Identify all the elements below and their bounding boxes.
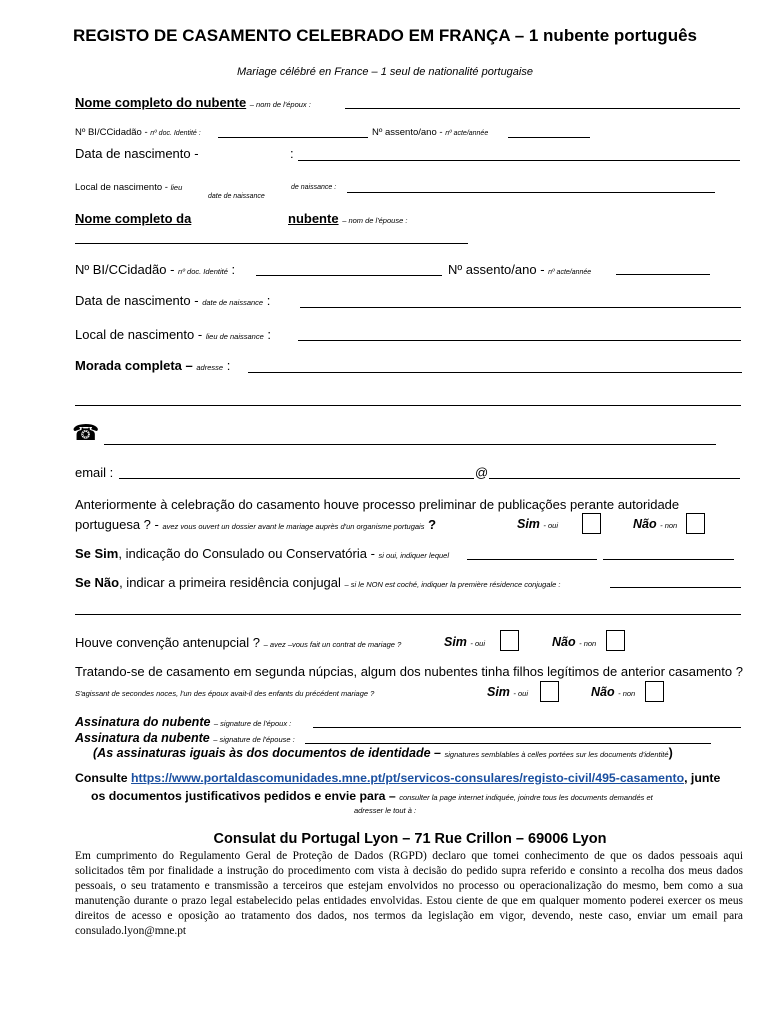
q1-nao-detail-field-1[interactable] (610, 587, 741, 588)
q3-nao-label: Não (591, 685, 615, 699)
q3-nao-group (591, 685, 635, 699)
signature-note-fr: signatures semblables à celles portées sur les documents d'identité (444, 750, 669, 759)
spouse2-dob-label-group: Data de nascimento - date de naissance : (75, 293, 271, 308)
q1-sim-label: Sim (517, 517, 540, 531)
form-subtitle: Mariage célébré en France – 1 seul de nationalité portugaise (237, 66, 533, 78)
consult-line2-fr: consulter la page internet indiquée, joindre tous les documents demandés et (399, 793, 653, 802)
spouse2-dob-field[interactable] (300, 307, 741, 308)
q3-nao-fr: - non (618, 689, 636, 698)
spouse2-address-label-group: Morada completa – adresse : (75, 358, 231, 373)
spouse2-dob-label: Data de nascimento - (75, 293, 199, 308)
spouse2-id-label-group (75, 262, 235, 277)
q1-nao-label: Não (633, 517, 657, 531)
rgpd-paragraph: Em cumprimento do Regulamento Geral de Proteção de Dados (RGPD) declaro que tomei conhecimento de que os dados pessoais aqui solicitados têm por finalidade a instrução do procedimento com vista à decisão do pedido supra referido e consinto a recolha dos meus dados pessoais, o seu tratamento e transmissão a terceiros que estejam envolvidos no processo ou operacionalização do mesmo, bem como a sua manutenção durante o prazo legal estabelecido pelas entidades envolvidas. Estou ciente de que em qualquer momento poderei exercer os meus direitos de acesso e oposição ao tratamento dos dados, nos termos da legislação em vigor, devendo, neste caso, enviar um email para consulado.lyon@mne.pt (75, 850, 743, 937)
spouse1-dob-colon: : (290, 146, 294, 161)
signature-note-bold: (As assinaturas iguais às dos documentos de identidade – (93, 746, 442, 760)
spouse2-pob-label: Local de nascimento - (75, 327, 203, 342)
spouse1-pob-label: Local de nascimento - (75, 182, 168, 193)
spouse1-name-label: Nome completo do nubente (75, 95, 247, 110)
q2-label-group (75, 635, 401, 650)
spouse1-pob-fr-c: de naissance : (291, 184, 337, 191)
q2-sim-checkbox[interactable] (500, 630, 519, 651)
spouse1-name-field[interactable] (345, 108, 740, 109)
signature-note-close: ) (668, 746, 673, 760)
q1-sim-detail-field-1[interactable] (467, 559, 597, 560)
spouse2-address-field-2[interactable] (75, 405, 741, 406)
q1-nao-detail-text: , indicar a primeira residência conjugal (119, 575, 341, 590)
q1-line2 (75, 517, 436, 532)
q1-sim-group (517, 517, 558, 531)
q1-text-b: portuguesa ? - (75, 517, 159, 532)
consult-line1 (75, 771, 720, 785)
q1-nao-detail-bold: Se Não (75, 575, 120, 590)
phone-icon: ☎ (72, 420, 100, 445)
consult-line2-text: os documentos justificativos pedidos e envie para – (91, 789, 396, 803)
spouse2-id-colon: : (231, 262, 236, 277)
spouse1-pob-field[interactable] (347, 192, 715, 193)
consulate-address: Consulat du Portugal Lyon – 71 Rue Crillon – 69006 Lyon (213, 831, 607, 847)
q3-fr: S'agissant de secondes noces, l'un des époux avait-il des enfants du précédent mariage ? (75, 689, 375, 698)
q2-sim-fr: - oui (470, 639, 486, 648)
spouse2-name-label-a: Nome completo da (75, 211, 192, 226)
q1-sim-detail-bold: Se Sim (75, 546, 119, 561)
spouse1-assento-field[interactable] (508, 137, 590, 138)
spouse2-id-label: Nº BI/CCidadão - (75, 262, 175, 277)
consult-link[interactable]: https://www.portaldascomunidades.mne.pt/pt/servicos-consulares/registo-civil/495-casamento (131, 771, 685, 785)
spouse2-address-fr: adresse (196, 363, 224, 372)
sig2-fr: – signature de l'épouse : (213, 735, 295, 744)
spouse1-dob-label: Data de nascimento - (75, 146, 199, 161)
spouse1-assento-fr: nº acte/année (445, 130, 489, 137)
spouse2-dob-fr: date de naissance (202, 298, 264, 307)
spouse2-assento-label-group (448, 262, 591, 277)
q3-sim-label: Sim (487, 685, 510, 699)
q1-sim-fr: - oui (543, 521, 559, 530)
spouse2-pob-label-group: Local de nascimento - lieu de naissance : (75, 327, 272, 342)
q1-sim-checkbox[interactable] (582, 513, 601, 534)
q1-sim-detail-text: , indicação do Consulado ou Conservatória - (118, 546, 375, 561)
spouse1-id-label-group (75, 127, 201, 138)
spouse2-assento-label: Nº assento/ano - (448, 262, 545, 277)
q3-sim-checkbox[interactable] (540, 681, 559, 702)
q2-nao-fr: - non (579, 639, 597, 648)
q1-nao-detail-fr: – si le NON est coché, indiquer la première résidence conjugale : (344, 580, 561, 589)
signature-note (93, 746, 673, 760)
sig2-field[interactable] (305, 743, 711, 744)
spouse2-assento-field[interactable] (616, 274, 710, 275)
spouse1-assento-label: Nº assento/ano - (372, 127, 443, 138)
spouse1-id-fr: nº doc. Identité : (150, 130, 201, 137)
sig1-fr: – signature de l'époux : (213, 719, 292, 728)
q3-sim-fr: - oui (513, 689, 529, 698)
spouse1-name-label-group (75, 95, 311, 110)
sig2-label: Assinatura da nubente (75, 731, 210, 745)
q3-sim-group (487, 685, 528, 699)
spouse1-assento-label-group (372, 127, 488, 138)
spouse2-address-field-1[interactable] (248, 372, 742, 373)
spouse1-id-field[interactable] (218, 137, 368, 138)
q2-nao-checkbox[interactable] (606, 630, 625, 651)
q1-nao-detail-field-2[interactable] (75, 614, 741, 615)
spouse1-pob-label-group (75, 182, 182, 193)
q1-text-a: Anteriormente à celebração do casamento houve processo preliminar de publicações perante autoridade (75, 497, 680, 512)
spouse2-pob-field[interactable] (298, 340, 741, 341)
q2-text: Houve convenção antenupcial ? (75, 635, 261, 650)
q1-nao-checkbox[interactable] (686, 513, 705, 534)
spouse2-address-label: Morada completa – (75, 358, 193, 373)
q1-sim-detail-label (75, 546, 449, 561)
q1-sim-detail-fr: si oui, indiquer lequel (378, 551, 449, 560)
spouse1-id-label: Nº BI/CCidadão - (75, 127, 148, 138)
spouse2-id-fr: nº doc. Identité (178, 267, 228, 276)
sig1-field[interactable] (313, 727, 741, 728)
consult-line3-fr: adresser le tout à : (353, 806, 417, 815)
sig1-label: Assinatura do nubente (75, 715, 211, 729)
spouse1-name-fr: – nom de l'époux : (249, 100, 311, 109)
email-user-field[interactable] (119, 478, 474, 479)
email-domain-field[interactable] (489, 478, 740, 479)
consult-suffix: , junte (684, 771, 721, 785)
sig2-label-group (75, 731, 295, 745)
spouse2-name-fr: – nom de l'épouse : (342, 216, 408, 225)
spouse1-dob-field[interactable] (298, 160, 740, 161)
spouse2-assento-fr: nº acte/année (548, 269, 592, 276)
spouse2-id-field[interactable] (256, 275, 442, 276)
q3-text: Tratando-se de casamento em segunda núpcias, algum dos nubentes tinha filhos legítimos de anterior casamento ? (75, 664, 743, 679)
q2-sim-label: Sim (444, 635, 467, 649)
q3-nao-checkbox[interactable] (645, 681, 664, 702)
email-label: email : (75, 465, 114, 480)
q2-nao-group (552, 635, 596, 649)
spouse1-pob-fr-b: date de naissance (208, 193, 265, 200)
email-at: @ (475, 465, 489, 480)
q1-nao-group (633, 517, 677, 531)
sig1-label-group (75, 715, 291, 729)
spouse2-name-field[interactable] (75, 243, 468, 244)
spouse2-name-label-group (288, 211, 407, 226)
q1-nao-detail-label (75, 575, 561, 590)
spouse2-name-label-b: nubente (288, 211, 339, 226)
q2-fr: – avez –vous fait un contrat de mariage ? (263, 640, 402, 649)
phone-field[interactable] (104, 444, 716, 445)
form-title: REGISTO DE CASAMENTO CELEBRADO EM FRANÇA – 1 nubente português (72, 26, 697, 45)
consult-prefix: Consulte (75, 771, 128, 785)
q1-qmark: ? (428, 517, 437, 532)
q1-nao-fr: - non (660, 521, 678, 530)
q2-sim-group (444, 635, 485, 649)
q1-sim-detail-field-2[interactable] (603, 559, 734, 560)
q2-nao-label: Não (552, 635, 576, 649)
spouse2-pob-fr: lieu de naissance (205, 332, 264, 341)
q1-text-fr: avez vous ouvert un dossier avant le mariage auprès d'un organisme portugais (162, 522, 425, 531)
consult-line2 (91, 789, 653, 803)
spouse1-pob-fr-a: lieu (170, 183, 183, 192)
